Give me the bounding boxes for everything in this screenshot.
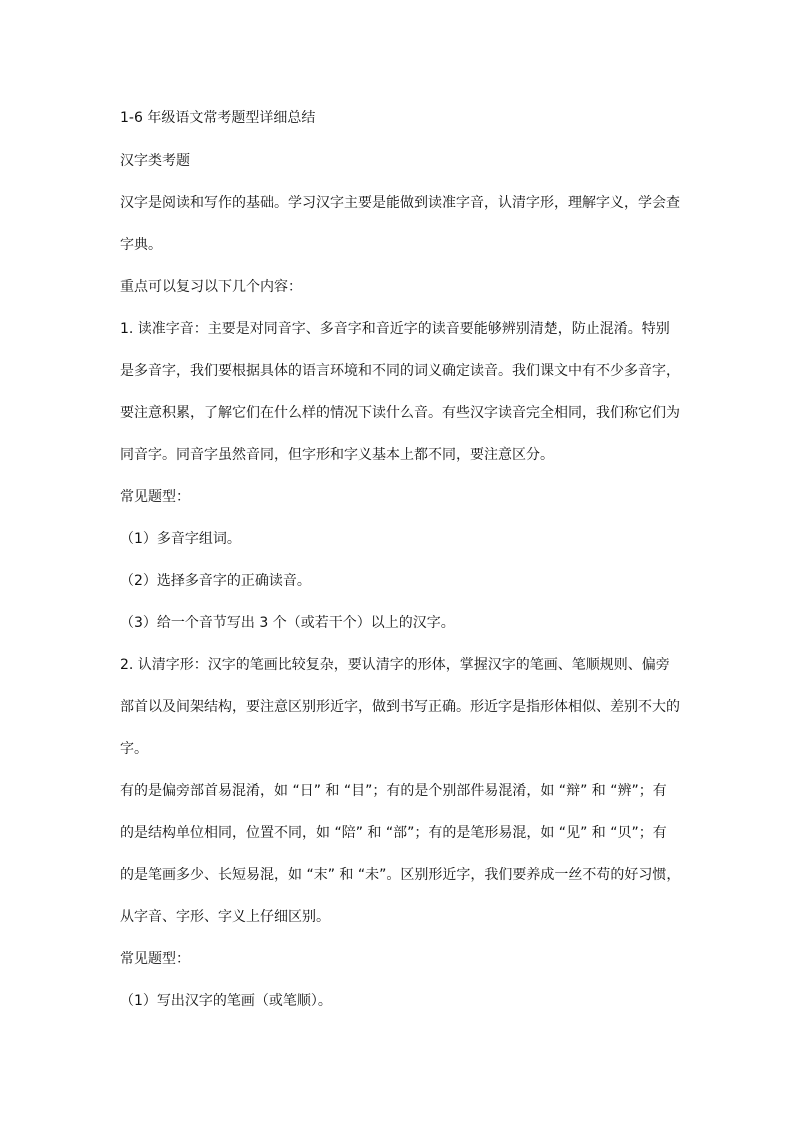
document-title: 1-6 年级语文常考题型详细总结 — [120, 110, 316, 126]
point1-line-3: 要注意积累，了解它们在什么样的情况下读什么音。有些汉字读音完全相同，我们称它们为 — [120, 405, 680, 421]
point2-detail-line-2: 的是结构单位相同，位置不同，如 “陪” 和 “部”；有的是笔形易混，如 “见” 和 “贝”；有 — [120, 825, 667, 841]
point2-detail-line-3: 的是笔画多少、长短易混，如 “末” 和 “未”。区别形近字，我们要养成一丝不苟的好习惯， — [120, 867, 681, 883]
point1-line-2: 是多音字，我们要根据具体的语言环境和不同的词义确定读音。我们课文中有不少多音字， — [120, 363, 680, 379]
type-item: （1）多音字组词。 — [120, 531, 241, 547]
section-heading: 汉字类考题 — [120, 153, 190, 169]
type-item: （1）写出汉字的笔画（或笔顺）。 — [120, 993, 332, 1009]
review-heading: 重点可以复习以下几个内容： — [120, 279, 302, 295]
type-item: （2）选择多音字的正确读音。 — [120, 573, 311, 589]
type-item: （3）给一个音节写出 3 个（或若干个）以上的汉字。 — [120, 615, 455, 631]
point2-detail-line-1: 有的是偏旁部首易混淆，如 “日” 和 “目”；有的是个别部件易混淆，如 “辩” 和 “辨”；有 — [120, 783, 667, 799]
intro-line-2: 字典。 — [120, 237, 162, 253]
point2-line-1: 2. 认清字形：汉字的笔画比较复杂，要认清字的形体，掌握汉字的笔画、笔顺规则、偏旁 — [120, 657, 670, 673]
common-types-label: 常见题型： — [120, 951, 190, 967]
point2-line-3: 字。 — [120, 741, 148, 757]
common-types-label: 常见题型： — [120, 489, 190, 505]
point1-line-4: 同音字。同音字虽然音同，但字形和字义基本上都不同，要注意区分。 — [120, 447, 554, 463]
point2-line-2: 部首以及间架结构，要注意区别形近字，做到书写正确。形近字是指形体相似、差别不大的 — [120, 699, 680, 715]
point2-detail-line-4: 从字音、字形、字义上仔细区别。 — [120, 909, 330, 925]
point1-line-1: 1. 读准字音：主要是对同音字、多音字和音近字的读音要能够辨别清楚，防止混淆。特别 — [120, 321, 670, 337]
intro-line-1: 汉字是阅读和写作的基础。学习汉字主要是能做到读准字音，认清字形，理解字义，学会查 — [120, 195, 680, 211]
